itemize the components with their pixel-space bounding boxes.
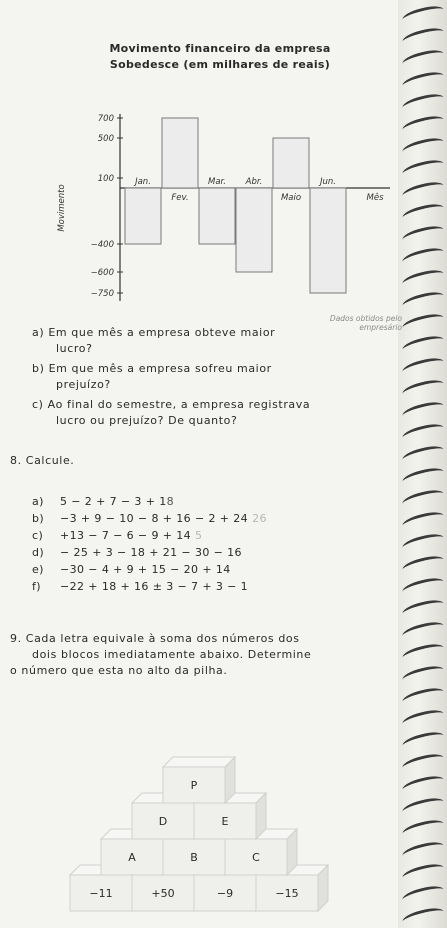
exercise8-item-expression — [60, 580, 248, 593]
spiral-ring — [401, 795, 445, 818]
spiral-ring — [401, 905, 445, 928]
question-c-line1: c) Ao final do semestre, a empresa registrava — [32, 398, 311, 411]
question-b-line2: prejuízo? — [56, 378, 111, 391]
expression-text: − 25 + 3 − 18 + 21 − 30 − 16 — [60, 546, 242, 559]
question-a-line2: lucro? — [56, 342, 93, 355]
exercise8-item-expression — [60, 512, 267, 525]
spiral-ring — [401, 773, 445, 796]
spiral-ring — [401, 267, 445, 290]
chart-title-line1: Movimento financeiro da empresa — [109, 42, 331, 55]
exercise8-item-label: b) — [32, 512, 45, 525]
block-label: D — [158, 815, 168, 828]
spiral-ring — [401, 201, 445, 224]
spiral-ring — [401, 839, 445, 862]
bar — [236, 188, 272, 272]
y-tick-label: 700 — [97, 114, 114, 124]
spiral-ring — [401, 289, 445, 312]
block-top-face — [163, 757, 235, 767]
exercise8-title: 8. Calcule. — [10, 454, 75, 467]
exercise8-item-label: c) — [32, 529, 44, 542]
question-a-line1: a) Em que mês a empresa obteve maior — [32, 326, 276, 339]
expression-text: −22 + 18 + 16 ± 3 − 7 + 3 − 1 — [60, 580, 249, 593]
expression-text: 5 − 2 + 7 − 3 + 1 — [60, 495, 167, 508]
handwritten-answer: 8 — [166, 495, 175, 508]
y-axis-label: Movimento — [57, 184, 67, 232]
question-b-line1: b) Em que mês a empresa sofreu maior — [32, 362, 272, 375]
spiral-ring — [401, 619, 445, 642]
x-category-label: Jan. — [135, 177, 151, 187]
exercise8-item-expression — [60, 529, 202, 542]
y-tick-label: 500 — [97, 134, 114, 144]
x-category-label: Fev. — [171, 193, 189, 203]
spiral-ring — [401, 377, 445, 400]
spiral-ring — [401, 69, 445, 92]
spiral-ring — [401, 663, 445, 686]
spiral-ring — [401, 553, 445, 576]
exercise9-line3: o número que esta no alto da pilha. — [10, 664, 228, 677]
spiral-ring — [401, 597, 445, 620]
spiral-ring — [401, 3, 445, 26]
chart-credit: Dados obtidos pelo empresário — [329, 314, 402, 332]
spiral-ring — [401, 861, 445, 884]
exercise9-line2: dois blocos imediatamente abaixo. Determine — [32, 648, 312, 661]
block-label: −9 — [216, 887, 234, 900]
block-label: −11 — [89, 887, 113, 900]
spiral-ring — [401, 91, 445, 114]
handwritten-answer: 26 — [252, 512, 267, 525]
spiral-ring — [401, 531, 445, 554]
spiral-ring — [401, 179, 445, 202]
spiral-ring — [401, 575, 445, 598]
x-category-label: Abr. — [245, 177, 263, 187]
spiral-ring — [401, 509, 445, 532]
y-tick-label: −750 — [90, 289, 114, 299]
exercise8-item-label: e) — [32, 563, 44, 576]
question-c-line2: lucro ou prejuízo? De quanto? — [56, 414, 238, 427]
spiral-ring — [401, 245, 445, 268]
exercise8-item-label: a) — [32, 495, 44, 508]
exercise8-item-label: d) — [32, 546, 45, 559]
expression-text: −30 − 4 + 9 + 15 − 20 + 14 — [60, 563, 231, 576]
exercise8-item-expression — [60, 563, 231, 576]
bar — [162, 118, 198, 188]
spiral-ring — [401, 751, 445, 774]
block-label: C — [252, 851, 260, 864]
bar-chart — [50, 108, 405, 308]
x-axis-label: Mês — [366, 193, 384, 203]
spiral-ring — [401, 311, 445, 334]
spiral-ring — [401, 47, 445, 70]
block-label: P — [190, 779, 198, 792]
spiral-ring — [401, 465, 445, 488]
spiral-ring — [401, 333, 445, 356]
spiral-ring — [401, 443, 445, 466]
spiral-ring — [401, 355, 445, 378]
bar — [273, 138, 309, 188]
spiral-ring — [401, 25, 445, 48]
chart-title-line2: Sobedesce (em milhares de reais) — [109, 58, 331, 71]
spiral-ring — [401, 729, 445, 752]
spiral-ring — [401, 157, 445, 180]
spiral-ring — [401, 135, 445, 158]
spiral-ring — [401, 817, 445, 840]
x-category-label: Mar. — [208, 177, 226, 187]
bar — [199, 188, 235, 244]
block-label: −15 — [275, 887, 299, 900]
y-tick-label: −600 — [90, 268, 114, 278]
spiral-ring — [401, 641, 445, 664]
spiral-ring — [401, 399, 445, 422]
exercise9-line1: 9. Cada letra equivale à soma dos números dos — [10, 632, 300, 645]
exercise8-item-expression — [60, 495, 174, 508]
y-tick-label: −400 — [90, 240, 114, 250]
expression-text: +13 − 7 − 6 − 9 + 14 — [60, 529, 192, 542]
spiral-ring — [401, 113, 445, 136]
x-category-label: Maio — [280, 193, 302, 203]
block-label: A — [128, 851, 136, 864]
y-tick-label: 100 — [97, 174, 114, 184]
bar — [310, 188, 346, 293]
exercise8-item-expression — [60, 546, 242, 559]
bar — [125, 188, 161, 244]
spiral-binding — [398, 0, 447, 928]
spiral-ring — [401, 883, 445, 906]
expression-text: −3 + 9 − 10 − 8 + 16 − 2 + 24 — [60, 512, 249, 525]
top-block — [163, 757, 235, 803]
spiral-ring — [401, 421, 445, 444]
spiral-ring — [401, 685, 445, 708]
block-label: E — [221, 815, 229, 828]
spiral-ring — [401, 707, 445, 730]
block-label: B — [190, 851, 198, 864]
exercise8-item-label: f) — [32, 580, 41, 593]
spiral-ring — [401, 223, 445, 246]
x-category-label: Jun. — [320, 177, 336, 187]
block-label: +50 — [151, 887, 175, 900]
handwritten-answer: 5 — [195, 529, 203, 542]
spiral-ring — [401, 487, 445, 510]
block-pyramid — [60, 735, 390, 925]
